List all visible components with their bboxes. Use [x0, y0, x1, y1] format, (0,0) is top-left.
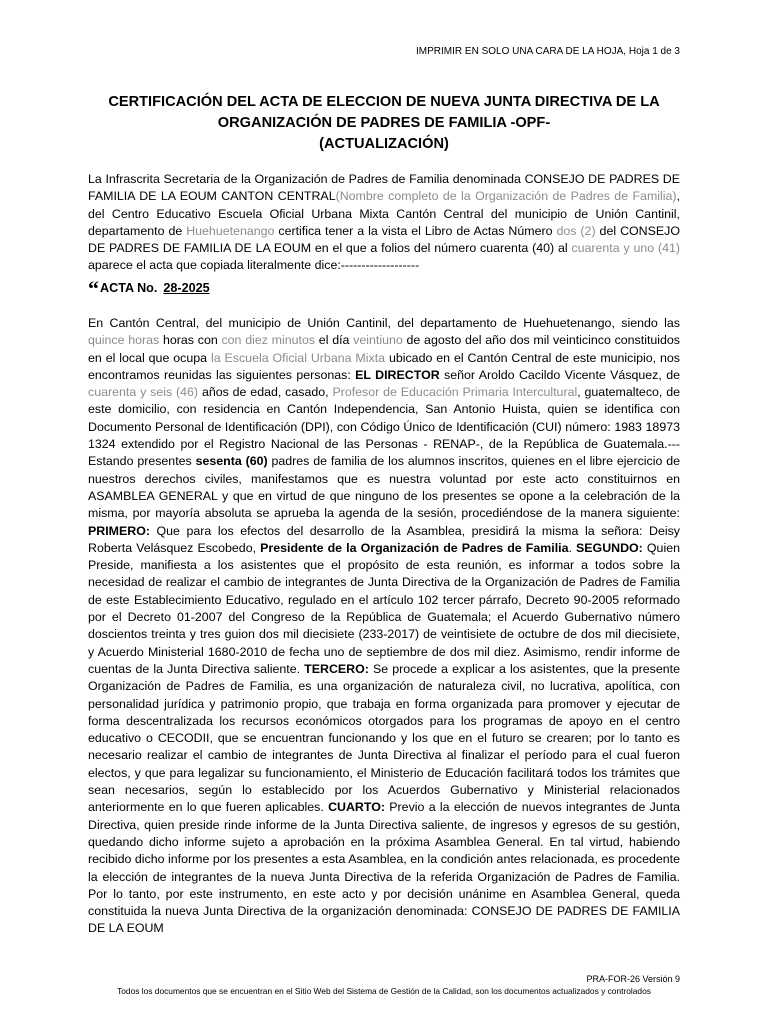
president-title: Presidente de la Organización de Padres de Familia [260, 540, 569, 555]
folio-end: cuarenta y uno (41) [571, 241, 680, 256]
acta-number: 28-2025 [163, 281, 210, 295]
footer-note: Todos los documentos que se encuentran en el Sitio Web del Sistema de Gestión de la Calidad, son los documentos actualizados y controlados [117, 986, 651, 996]
minutes-paragraph: En Cantón Central, del municipio de Unión Cantinil, del departamento de Huehuetenango, siendo las quince horas horas con con diez minutos el día veintiuno de agosto del año dos mil veinticinco constituidos en el local que ocupa la Escuela Oficial Urbana Mixta ubicado en el Cantón Central de este municipio, nos encontramos reunidas las siguientes personas: EL DIRECTOR señor Aroldo Cacildo Vicente Vásquez, de cuarenta y seis (46) años de edad, casado, Profesor de Educación Primaria Intercultural, guatemalteco, de este domicilio, con residencia en Cantón Independencia, San Antonio Huista, quien se identifica con Documento Personal de Identificación (DPI), con Código Único de Identificación (CUI) número: 1983 18973 1324 extendido por el Registro Nacional de las Personas - RENAP-, de la República de Guatemala.--- Estando presentes sesenta (60) padres de familia de los alumnos inscritos, quienes en el libre ejercicio de nuestros derechos civiles, manifestamos que es nuestra voluntad por este acto constituirnos en ASAMBLEA GENERAL y que en virtud de que ninguno de los presentes se opone a la celebración de la misma, por mayoría absoluta se aprueba la agenda de la sesión, procediéndose de la manera siguiente: PRIMERO: Que para los efectos del desarrollo de la Asamblea, presidirá la misma la señora: Deisy Roberta Velásquez Escobedo, Presidente de la Organización de Padres de Familia. SEGUNDO: Quien Preside, manifiesta a los asistentes que el propósito de esta reunión, es informar a todos sobre la necesidad de realizar el cambio de integrantes de Junta Directiva de la Organización de Padres de Familia de este Establecimiento Educativo, regulado en el artículo 102 tercer párrafo, Decreto 90-2005 reformado por el Decreto 01-2007 del Congreso de la República de Guatemala; el Acuerdo Gubernativo número doscientos treinta y tres guion dos mil diecisiete (233-2017) de veintisiete de octubre de dos mil diecisiete, y Acuerdo Ministerial 1680-2010 de fecha uno de septiembre de dos mil diez. Asimismo, rendir informe de cuentas de la Junta Directiva saliente. TERCERO: Se procede a explicar a los asistentes, que la presente Organización de Padres de Familia, es una organización de naturaleza civil, no lucrativa, apolítica, con personalidad jurídica y patrimonio propio, que trabaja en forma organizada para promover y ejecutar de forma descentralizada los recursos económicos otorgados para los programas de apoyo en el centro educativo o CECODII, que se encuentran funcionando y los que en el futuro se crearen; por lo tanto es necesario realizar el cambio de integrantes de Junta Directiva al finalizar el período para el cual fueron electos, y que para legalizar su funcionamiento, el Ministerio de Educación facilitará todos los trámites que sean necesarios, según lo establecido por los Acuerdos Gubernativo y Ministerial relacionados anteriormente en lo que fueren aplicables. CUARTO: Previo a la elección de nuevos integrantes de Junta Directiva, quien preside rinde informe de la Junta Directiva saliente, de ingresos y egresos de su gestión, quedando dicho informe sujeto a aprobación en la próxima Asamblea General. En tal virtud, habiendo recibido dicho informe por los presentes a esta Asamblea, en la condición antes relacionada, es procedente la elección de integrantes de la nueva Junta Directiva de la referida Organización de Padres de Familia. Por lo tanto, por este instrumento, en este acto y por decisión unánime en Asamblea General, queda constituida la nueva Junta Directiva de la organización denominada: CONSEJO DE PADRES DE FAMILIA DE LA EOUM [88, 316, 681, 936]
document-title [40, 92, 728, 155]
department-name: Huehuetenango [186, 223, 275, 238]
print-instruction: IMPRIMIR EN SOLO UNA CARA DE LA HOJA, Hoja 1 de 3 [416, 46, 680, 57]
director-label: EL DIRECTOR [355, 367, 440, 382]
open-quote: “ [88, 276, 99, 301]
acta-label: ACTA No. [100, 281, 158, 295]
title-line-3: (ACTUALIZACIÓN) [319, 136, 449, 152]
title-line-2: ORGANIZACIÓN DE PADRES DE FAMILIA -OPF- [217, 115, 551, 131]
intro-paragraph: La Infrascrita Secretaria de la Organización de Padres de Familia denominada CONSEJO DE PADRES DE FAMILIA DE LA EOUM CANTON CENTRAL(Nombre completo de la Organización de Padres de Familia), del Centro Educativo Escuela Oficial Urbana Mixta Cantón Central del municipio de Unión Cantinil, departamento de Huehuetenango certifica tener a la vista el Libro de Actas Número dos (2) del CONSEJO DE PADRES DE FAMILIA DE LA EOUM en el que a folios del número cuarenta (40) al cuarenta y uno (41) aparece el acta que copiada literalmente dice:------------------- [88, 172, 680, 273]
form-code: PRA-FOR-26 Versión 9 [586, 974, 680, 984]
section-cuarto: CUARTO: [328, 800, 385, 815]
acta-heading [88, 276, 210, 302]
section-segundo: SEGUNDO: [576, 540, 643, 555]
title-line-1: CERTIFICACIÓN DEL ACTA DE ELECCION DE NUEVA JUNTA DIRECTIVA DE LA [108, 94, 660, 110]
section-primero: PRIMERO: [88, 523, 150, 538]
org-name-hint: (Nombre completo de la Organización de Padres de Familia) [335, 189, 677, 204]
section-tercero: TERCERO: [304, 661, 369, 676]
attendee-count: sesenta (60) [195, 454, 268, 469]
book-number: dos (2) [556, 223, 596, 238]
